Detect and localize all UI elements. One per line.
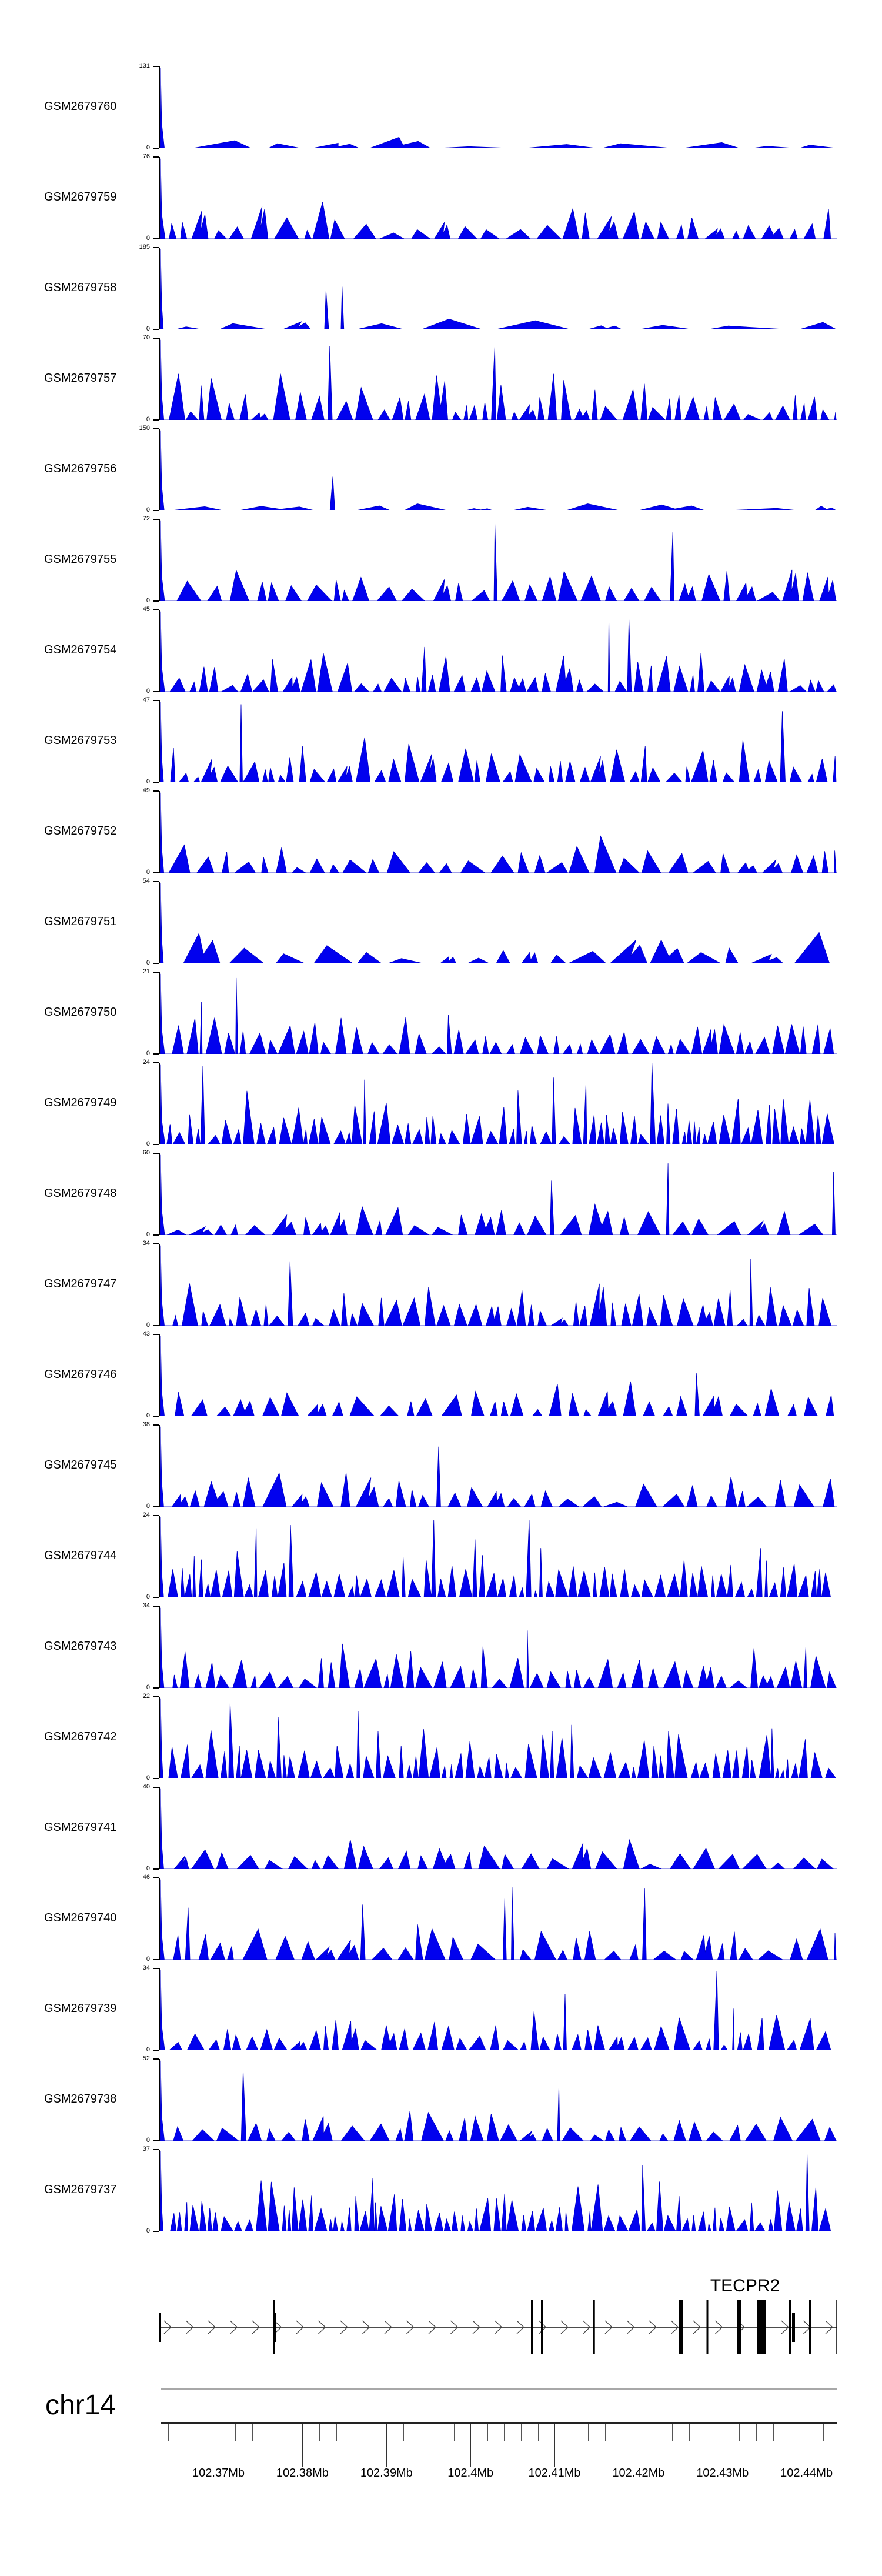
coverage-track-row: [0, 515, 882, 604]
y-axis-max-label: 54: [142, 877, 150, 885]
track-label: GSM2679749: [44, 1096, 117, 1109]
coverage-area-plot: [160, 1516, 837, 1597]
coverage-track-row: [0, 696, 882, 785]
coverage-polygon: [160, 1155, 837, 1235]
y-axis-zero-label: 0: [146, 1050, 150, 1057]
coverage-track-row: [0, 425, 882, 513]
coverage-track-row: [0, 2145, 882, 2234]
ruler-minor-tick: [504, 2424, 505, 2441]
coverage-area-plot: [160, 1334, 837, 1416]
ruler-minor-tick: [672, 2424, 673, 2441]
coverage-area-plot: [160, 157, 837, 239]
coverage-polygon: [160, 1699, 837, 1778]
gene-exon-box: [789, 2300, 791, 2354]
coverage-track-row: [0, 1330, 882, 1419]
track-label: GSM2679751: [44, 915, 117, 928]
y-axis-zero-label: 0: [146, 959, 150, 966]
ruler-minor-tick: [739, 2424, 740, 2441]
track-label: GSM2679740: [44, 1911, 117, 1924]
gene-exon-box: [809, 2300, 811, 2354]
y-axis-zero-label: 0: [146, 2227, 150, 2234]
track-label: GSM2679754: [44, 643, 117, 656]
ruler-minor-tick: [487, 2424, 488, 2441]
chromosome-label: chr14: [45, 2390, 116, 2421]
coverage-area-plot: [160, 248, 837, 329]
gene-model-track: [153, 2297, 847, 2358]
coverage-track-row: [0, 606, 882, 695]
coverage-area-plot: [160, 519, 837, 601]
coverage-polygon: [160, 1608, 837, 1688]
coverage-track-row: [0, 1693, 882, 1781]
y-axis-zero-label: 0: [146, 1684, 150, 1691]
y-axis-zero-label: 0: [146, 1593, 150, 1600]
coverage-polygon: [160, 1427, 837, 1507]
ruler-minor-tick: [168, 2424, 169, 2441]
y-axis-zero-label: 0: [146, 1322, 150, 1329]
y-axis-max-label: 38: [142, 1421, 150, 1428]
y-axis-max-label: 43: [142, 1330, 150, 1337]
coverage-polygon: [160, 1789, 837, 1869]
ruler-minor-tick: [588, 2424, 589, 2441]
y-axis-max-label: 34: [142, 1964, 150, 1971]
coverage-track-row: [0, 1874, 882, 1963]
ruler-minor-tick: [521, 2424, 522, 2441]
track-label: GSM2679752: [44, 825, 117, 837]
track-label: GSM2679741: [44, 1821, 117, 1834]
y-axis-zero-label: 0: [146, 1956, 150, 1963]
y-axis-max-label: 22: [142, 1693, 150, 1700]
y-axis-max-label: 24: [142, 1059, 150, 1066]
gene-exon-box: [541, 2300, 543, 2354]
genome-ruler-line: [161, 2422, 837, 2424]
y-axis-zero-label: 0: [146, 1231, 150, 1238]
coverage-track-row: [0, 1783, 882, 1872]
ruler-minor-tick: [403, 2424, 404, 2441]
coverage-track-row: [0, 1964, 882, 2053]
coverage-polygon: [160, 1517, 837, 1597]
ruler-minor-tick: [689, 2424, 690, 2441]
y-axis-max-label: 37: [142, 2145, 150, 2153]
y-axis-max-label: 76: [142, 153, 150, 160]
coverage-track-row: [0, 968, 882, 1057]
track-label: GSM2679744: [44, 1549, 117, 1562]
track-label: GSM2679747: [44, 1277, 117, 1290]
y-axis-max-label: 49: [142, 787, 150, 794]
ruler-minor-tick: [605, 2424, 606, 2441]
track-label: GSM2679739: [44, 2002, 117, 2015]
track-label: GSM2679755: [44, 553, 117, 566]
coverage-polygon: [160, 68, 837, 148]
y-axis-max-label: 24: [142, 1511, 150, 1519]
track-label: GSM2679758: [44, 281, 117, 294]
ruler-minor-tick: [336, 2424, 337, 2441]
gene-exon-box: [159, 2313, 161, 2342]
y-axis-max-label: 60: [142, 1149, 150, 1156]
gene-exon-box: [273, 2313, 276, 2342]
ruler-minor-tick: [538, 2424, 539, 2441]
y-axis-max-label: 185: [139, 243, 150, 251]
ruler-coordinate-label: 102.42Mb: [612, 2467, 665, 2480]
coverage-area-plot: [160, 338, 837, 420]
track-label: GSM2679750: [44, 1006, 117, 1019]
y-axis-zero-label: 0: [146, 597, 150, 604]
coverage-polygon: [160, 974, 837, 1054]
y-axis-max-label: 52: [142, 2055, 150, 2062]
track-label: GSM2679742: [44, 1730, 117, 1743]
track-label: GSM2679757: [44, 372, 117, 385]
gene-exon-box: [757, 2300, 766, 2354]
y-axis-zero-label: 0: [146, 325, 150, 332]
y-axis-max-label: 45: [142, 606, 150, 613]
ruler-coordinate-label: 102.38Mb: [276, 2467, 329, 2480]
ruler-coordinate-label: 102.4Mb: [447, 2467, 494, 2480]
coverage-polygon: [160, 793, 837, 873]
gene-name-label: TECPR2: [710, 2276, 780, 2295]
y-axis-zero-label: 0: [146, 1412, 150, 1419]
y-axis-zero-label: 0: [146, 506, 150, 513]
track-label: GSM2679753: [44, 734, 117, 747]
ruler-coordinate-label: 102.37Mb: [192, 2467, 245, 2480]
y-axis-zero-label: 0: [146, 416, 150, 423]
y-axis-zero-label: 0: [146, 2137, 150, 2144]
coverage-area-plot: [160, 1606, 837, 1688]
coverage-polygon: [160, 340, 837, 420]
coverage-track-row: [0, 153, 882, 242]
coverage-area-plot: [160, 1878, 837, 1960]
track-label: GSM2679746: [44, 1368, 117, 1381]
coverage-area-plot: [160, 972, 837, 1054]
coverage-track-row: [0, 1240, 882, 1329]
y-axis-max-label: 34: [142, 1240, 150, 1247]
ruler-minor-tick: [319, 2424, 320, 2441]
coverage-area-plot: [160, 1153, 837, 1235]
ruler-minor-tick: [773, 2424, 774, 2441]
coverage-area-plot: [160, 700, 837, 782]
coverage-polygon: [160, 612, 837, 692]
y-axis-max-label: 46: [142, 1874, 150, 1881]
coverage-area-plot: [160, 1787, 837, 1869]
coverage-polygon: [160, 1336, 837, 1416]
y-axis-zero-label: 0: [146, 1774, 150, 1781]
coverage-track-row: [0, 1421, 882, 1510]
axis-separator-line: [161, 2388, 837, 2390]
coverage-area-plot: [160, 429, 837, 510]
ruler-major-tick: [554, 2424, 555, 2467]
y-axis-zero-label: 0: [146, 869, 150, 876]
coverage-polygon: [160, 2151, 837, 2231]
coverage-polygon: [160, 1246, 837, 1326]
coverage-area-plot: [160, 1063, 837, 1144]
track-label: GSM2679737: [44, 2183, 117, 2196]
y-axis-max-label: 47: [142, 696, 150, 703]
coverage-area-plot: [160, 66, 837, 148]
y-axis-zero-label: 0: [146, 144, 150, 151]
y-axis-zero-label: 0: [146, 1140, 150, 1147]
ruler-minor-tick: [454, 2424, 455, 2441]
track-label: GSM2679745: [44, 1459, 117, 1471]
coverage-polygon: [160, 249, 837, 329]
coverage-track-row: [0, 787, 882, 876]
ruler-major-tick: [386, 2424, 387, 2467]
coverage-polygon: [160, 702, 837, 782]
gene-exon-box: [836, 2300, 837, 2354]
coverage-polygon: [160, 521, 837, 601]
coverage-polygon: [160, 159, 837, 239]
coverage-polygon: [160, 1063, 837, 1144]
gene-exon-box: [792, 2313, 795, 2342]
coverage-track-row: [0, 1059, 882, 1147]
ruler-minor-tick: [235, 2424, 236, 2441]
y-axis-max-label: 70: [142, 334, 150, 341]
coverage-track-row: [0, 62, 882, 151]
y-axis-zero-label: 0: [146, 688, 150, 695]
coverage-area-plot: [160, 1425, 837, 1507]
ruler-coordinate-label: 102.43Mb: [696, 2467, 749, 2480]
ruler-minor-tick: [756, 2424, 757, 2441]
coverage-area-plot: [160, 2059, 837, 2141]
coverage-polygon: [160, 1970, 837, 2050]
gene-exon-box: [679, 2300, 683, 2354]
coverage-area-plot: [160, 1244, 837, 1326]
coverage-area-plot: [160, 610, 837, 692]
y-axis-max-label: 131: [139, 62, 150, 69]
y-axis-max-label: 40: [142, 1783, 150, 1790]
y-axis-zero-label: 0: [146, 1865, 150, 1872]
ruler-coordinate-label: 102.44Mb: [780, 2467, 833, 2480]
track-label: GSM2679748: [44, 1187, 117, 1200]
coverage-track-row: [0, 1602, 882, 1691]
gene-exon-box: [531, 2300, 533, 2354]
coverage-polygon: [160, 2061, 837, 2141]
coverage-polygon: [160, 883, 837, 963]
coverage-track-row: [0, 1511, 882, 1600]
track-label: GSM2679760: [44, 100, 117, 113]
coverage-area-plot: [160, 1697, 837, 1778]
coverage-track-row: [0, 243, 882, 332]
coverage-polygon: [160, 431, 837, 510]
gene-exon-box: [737, 2300, 741, 2354]
ruler-coordinate-label: 102.39Mb: [360, 2467, 413, 2480]
track-label: GSM2679756: [44, 462, 117, 475]
coverage-area-plot: [160, 791, 837, 873]
y-axis-zero-label: 0: [146, 2046, 150, 2053]
gene-exon-box: [593, 2300, 595, 2354]
coverage-track-row: [0, 334, 882, 423]
coverage-track-row: [0, 1149, 882, 1238]
coverage-area-plot: [160, 2150, 837, 2231]
y-axis-zero-label: 0: [146, 778, 150, 785]
gene-exon-box: [707, 2300, 709, 2354]
track-label: GSM2679743: [44, 1640, 117, 1653]
y-axis-max-label: 150: [139, 425, 150, 432]
ruler-major-tick: [302, 2424, 303, 2467]
coverage-polygon: [160, 1880, 837, 1960]
track-label: GSM2679738: [44, 2093, 117, 2105]
ruler-major-tick: [470, 2424, 471, 2467]
coverage-track-row: [0, 877, 882, 966]
ruler-minor-tick: [252, 2424, 253, 2441]
coverage-area-plot: [160, 1968, 837, 2050]
y-axis-max-label: 72: [142, 515, 150, 522]
ruler-coordinate-label: 102.41Mb: [528, 2467, 581, 2480]
coverage-area-plot: [160, 882, 837, 963]
y-axis-zero-label: 0: [146, 1503, 150, 1510]
y-axis-max-label: 34: [142, 1602, 150, 1609]
y-axis-zero-label: 0: [146, 235, 150, 242]
track-label: GSM2679759: [44, 191, 117, 203]
coverage-track-row: [0, 2055, 882, 2144]
y-axis-max-label: 21: [142, 968, 150, 975]
ruler-minor-tick: [823, 2424, 824, 2441]
